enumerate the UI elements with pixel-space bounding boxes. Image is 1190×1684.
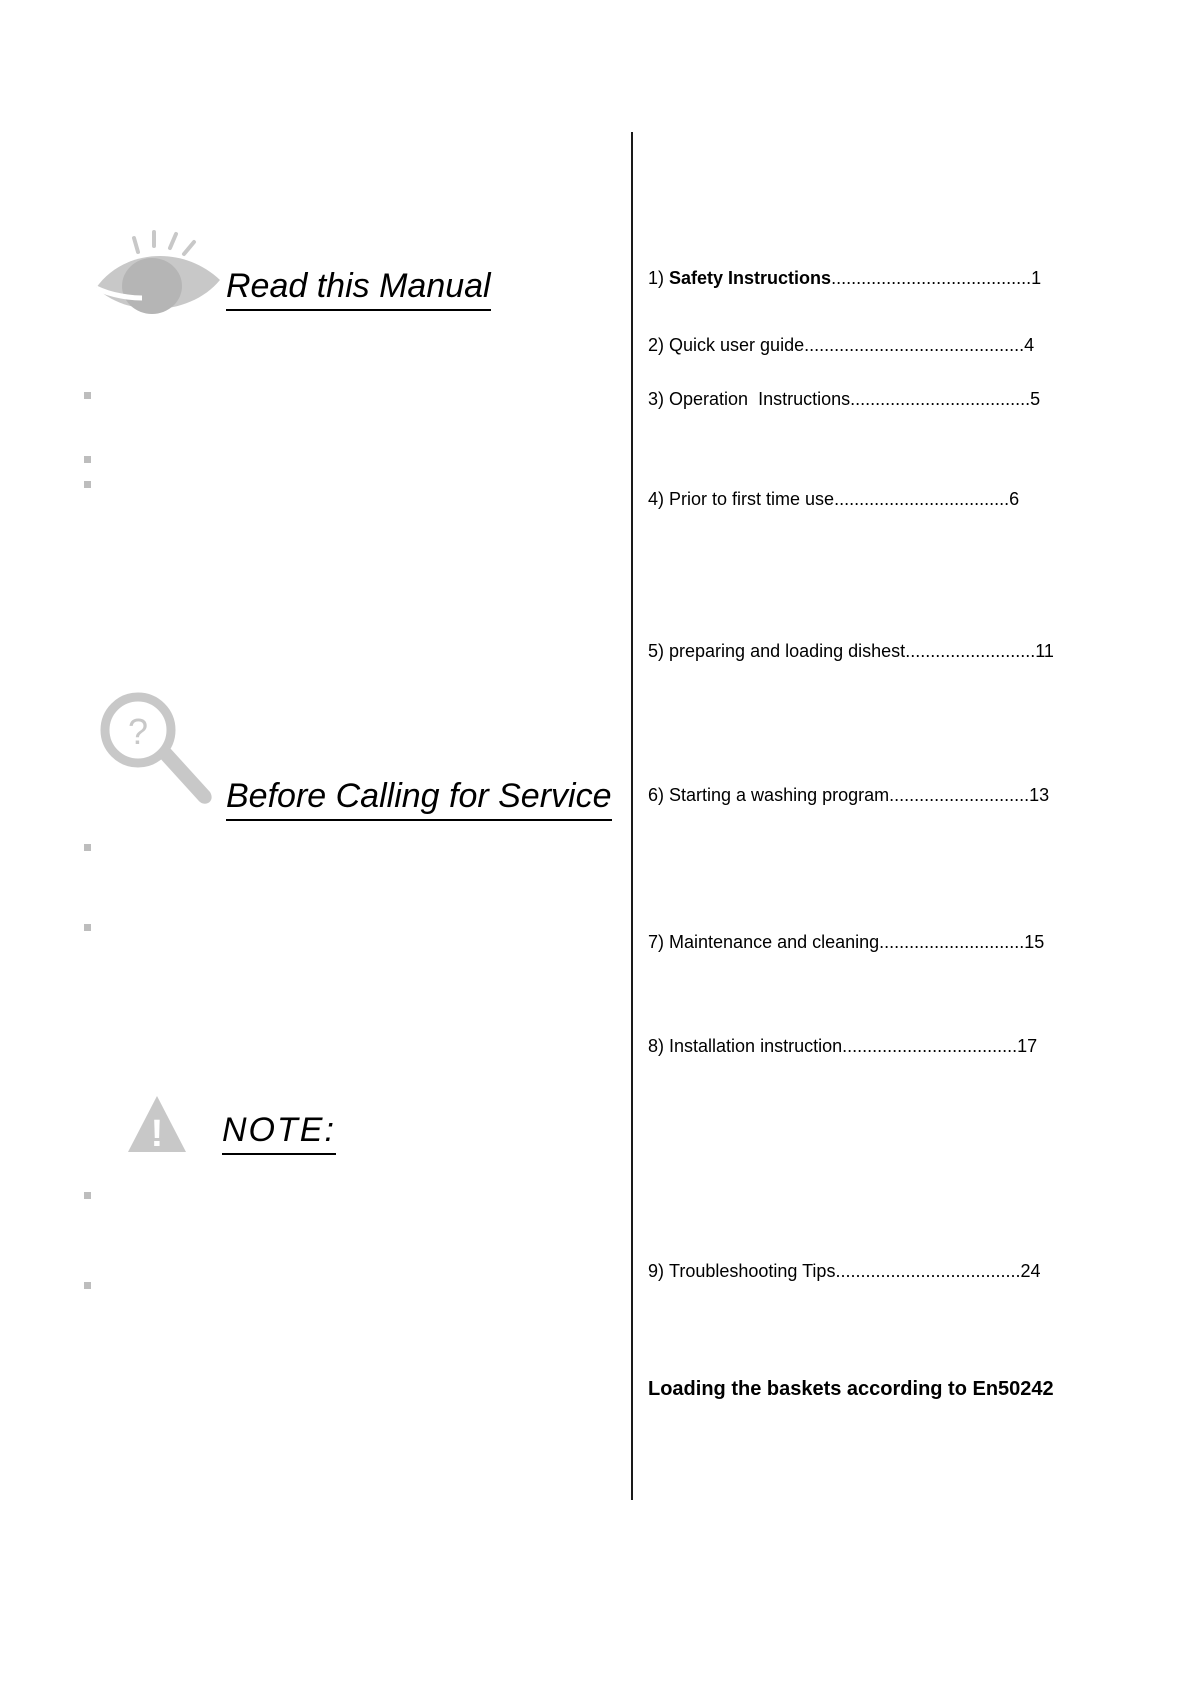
toc-label: Quick user guide — [669, 335, 805, 355]
toc-entry-maintenance[interactable] — [648, 931, 1044, 953]
before-service-heading: Before Calling for Service — [226, 776, 612, 821]
toc-page: 1 — [1031, 268, 1042, 288]
toc-entry-safety[interactable] — [648, 267, 1041, 289]
toc-number: 3) — [648, 389, 665, 409]
toc-label: Maintenance and cleaning — [669, 932, 880, 952]
toc-page: 4 — [1024, 335, 1035, 355]
toc-page: 11 — [1035, 641, 1054, 661]
bullet — [84, 1192, 91, 1199]
toc-page: 15 — [1024, 932, 1045, 952]
toc-number: 4) — [648, 489, 665, 509]
toc-number: 7) — [648, 932, 665, 952]
toc-leader: ........................................ — [831, 268, 1032, 288]
toc-number: 6) — [648, 785, 665, 805]
toc-number: 5) — [648, 641, 665, 661]
toc-entry-troubleshooting[interactable] — [648, 1260, 1041, 1282]
toc-number: 8) — [648, 1036, 665, 1056]
toc-page: 17 — [1017, 1036, 1038, 1056]
toc-leader: ............................................ — [804, 335, 1025, 355]
toc-number: 2) — [648, 335, 665, 355]
toc-leader: ................................... — [834, 489, 1010, 509]
toc-label: Troubleshooting Tips — [669, 1261, 836, 1281]
bullet — [84, 844, 91, 851]
bullet — [84, 924, 91, 931]
eye-icon — [92, 230, 224, 320]
read-manual-heading: Read this Manual — [226, 266, 491, 311]
note-heading: NOTE: — [222, 1110, 336, 1155]
toc-page: 6 — [1009, 489, 1020, 509]
column-divider — [631, 132, 633, 1500]
toc-entry-operation[interactable] — [648, 388, 1040, 410]
toc-label: Starting a washing program — [669, 785, 890, 805]
toc-label: Prior to first time use — [669, 489, 835, 509]
toc-label: Safety Instructions — [669, 268, 832, 288]
toc-number: 1) — [648, 268, 665, 288]
toc-page: 24 — [1020, 1261, 1041, 1281]
toc-entry-installation[interactable] — [648, 1035, 1037, 1057]
toc-leader: ............................ — [889, 785, 1030, 805]
toc-leader: .......................... — [905, 641, 1036, 661]
toc-page: 5 — [1030, 389, 1041, 409]
toc-leader: ..................................... — [835, 1261, 1021, 1281]
bullet — [84, 481, 91, 488]
bullet — [84, 456, 91, 463]
toc-leader: .................................... — [850, 389, 1031, 409]
toc-label: preparing and loading dishest — [669, 641, 906, 661]
question-glyph: ? — [127, 711, 149, 752]
toc-number: 9) — [648, 1261, 665, 1281]
toc-entry-washing-program[interactable] — [648, 784, 1049, 806]
toc-entry-loading-dishes[interactable] — [648, 640, 1054, 662]
bullet — [84, 392, 91, 399]
bullet — [84, 1282, 91, 1289]
toc-page: 13 — [1029, 785, 1050, 805]
toc-leader: ................................... — [842, 1036, 1018, 1056]
toc-entry-prior-use[interactable] — [648, 488, 1019, 510]
toc-entry-quick-guide[interactable] — [648, 334, 1034, 356]
toc-label: Operation Instructions — [669, 389, 851, 409]
magnifier-question-icon — [98, 690, 218, 815]
loading-baskets-heading: Loading the baskets according to En50242 — [648, 1378, 1054, 1400]
toc-label: Installation instruction — [669, 1036, 843, 1056]
exclamation-glyph: ! — [150, 1113, 164, 1154]
warning-icon — [126, 1094, 188, 1154]
toc-leader: ............................. — [879, 932, 1025, 952]
